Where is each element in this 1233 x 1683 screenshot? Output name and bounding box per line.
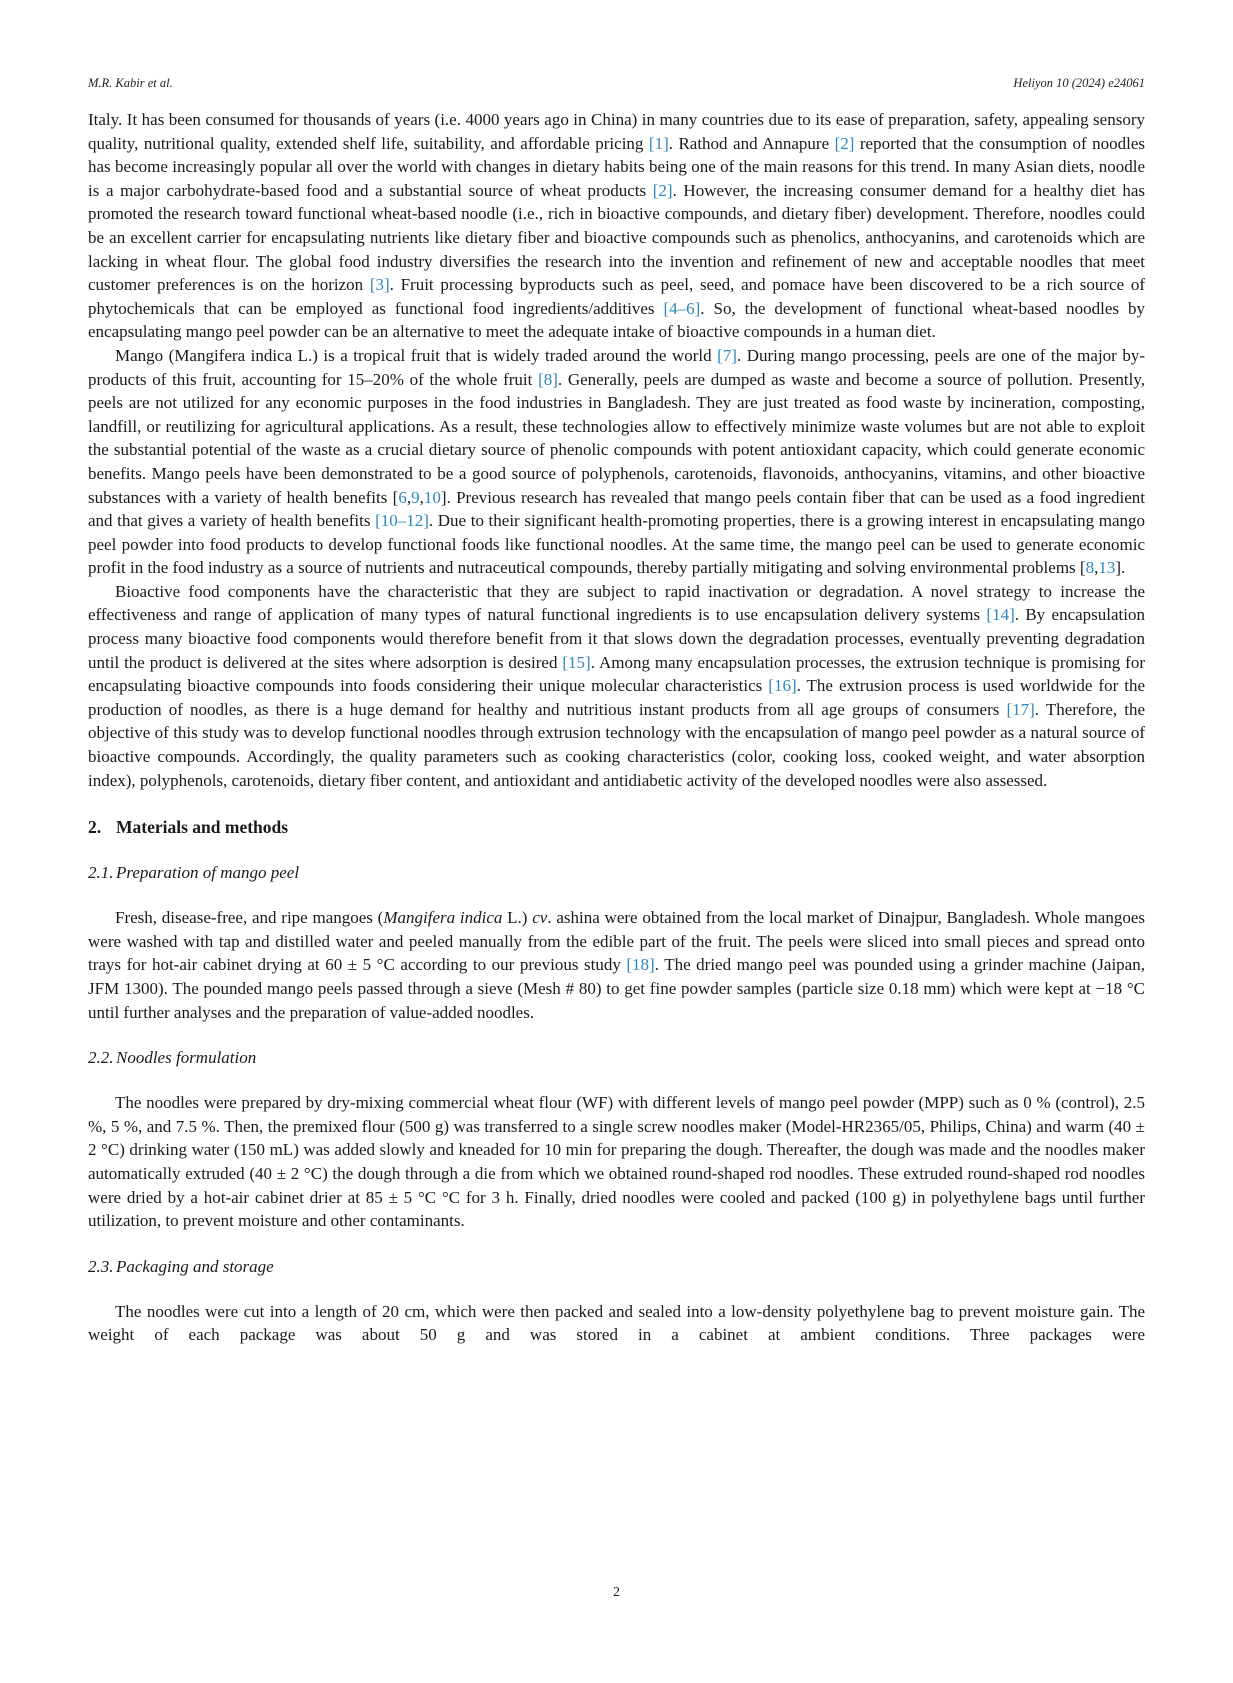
citation-link[interactable]: [3] (369, 275, 390, 295)
text-run: L.) (502, 908, 533, 928)
text-run: ]. Previous research has revealed that mango peels contain fiber that can be used as a food ingredient and that gives a variety of health benefits (88, 487, 1145, 531)
citation-link[interactable]: [15] (562, 652, 591, 672)
subsection-title: Packaging and storage (116, 1256, 274, 1276)
text-run: Italy. It has been consumed for thousands of years (i.e. 4000 years ago in China) in many countries due to its ease of preparation, safety, appealing sensory quality, nutritional quality, extended shelf life, suitability, and affordable pricing (88, 110, 1145, 153)
text-run: , (1094, 558, 1099, 578)
citation-link[interactable]: [7] (717, 345, 737, 365)
citation-link[interactable]: [2] (652, 180, 673, 200)
section-heading-materials-methods (88, 816, 1145, 839)
citation-link[interactable]: [10–12] (375, 511, 429, 531)
text-run: Mango (Mangifera indica L.) is a tropical fruit that is widely traded around the world (115, 345, 718, 365)
section-title: Materials and methods (116, 817, 289, 838)
text-run: . However, the increasing consumer demand for a healthy diet has promoted the research toward functional wheat-based noodle (i.e., rich in bioactive compounds, and dietary fiber) development. Therefore, noodles could be an excellent carrier for encapsulating nutrients like dietary fiber and bioactive compounds such as phenolics, anthocyanins, and carotenoids which are lacking in wheat flour. The global food industry diversifies the research into the invention and refinement of new and acceptable noodles that meet customer preferences is on the horizon (88, 180, 1145, 295)
text-run: . Generally, peels are dumped as waste and become a source of pollution. Presently, peels are not utilized for any economic purposes in the food industries in Bangladesh. They are just treated as food waste by incineration, composting, landfill, or reutilizing for agricultural applications. As a result, these technologies allow to effectively minimize waste volumes but are not able to exploit the substantial potential of the waste as a crucial dietary source of phenolic compounds with potent antioxidant capacity, which could generate economic benefits. Mango peels have been demonstrated to be a good source of polyphenols, carotenoids, flavonoids, anthocyanins, vitamins, and other bioactive substances with a variety of health benefits [ (88, 369, 1145, 507)
paragraph-formulation: The noodles were prepared by dry-mixing commercial wheat flour (WF) with different levels of mango peel powder (MPP) such as 0 % (control), 2.5 %, 5 %, and 7.5 %. Then, the premixed flour (500 g) was transferred to a single screw noodles maker (Model-HR2365/05, Philips, China) and warm (40 ± 2 °C) drinking water (150 mL) was added slowly and kneaded for 10 min for preparing the dough. Thereafter, the dough was made and the noodles maker automatically extruded (40 ± 2 °C) the dough through a die from which we obtained round-shaped rod noodles. These extruded round-shaped rod noodles were dried by a hot-air cabinet drier at 85 ± 5 °C °C for 3 h. Finally, dried noodles were cooled and packed (100 g) in polyethylene bags until further utilization, to prevent moisture and other contaminants. (88, 1093, 1145, 1231)
subsection-heading-formulation (88, 1046, 1145, 1069)
text-run: . Fruit processing byproducts such as peel, seed, and pomace have been discovered to be a rich source of phytochemicals that can be employed as functional food ingredients/additives (88, 275, 1145, 318)
running-header (88, 76, 1145, 91)
text-run: Fresh, disease-free, and ripe mangoes ( (115, 908, 384, 928)
text-run: . The dried mango peel was pounded using a grinder machine (Jaipan, JFM 1300). The pounded mango peels passed through a sieve (Mesh # 80) to get fine powder samples (particle size 0.18 mm) which were kept at −18 °C until further analyses and the preparation of value-added noodles. (88, 955, 1145, 1022)
subsection-title: Preparation of mango peel (116, 863, 300, 883)
paragraph-preparation (88, 906, 1145, 1024)
text-run: . Therefore, the objective of this study was to develop functional noodles through extrusion technology with the encapsulation of mango peel powder as a natural source of bioactive compounds. Accordingly, the quality parameters such as cooking characteristics (color, cooking loss, cooked weight, and water absorption index), polyphenols, carotenoids, dietary fiber content, and antioxidant and antidiabetic activity of the developed noodles were also assessed. (88, 699, 1145, 790)
subsection-number: 2.2. (88, 1048, 114, 1068)
citation-link[interactable]: [18] (626, 955, 655, 975)
text-run: . During mango processing, peels are one of the major by-products of this fruit, accounting for 15–20% of the whole fruit (88, 345, 1145, 389)
header-authors: M.R. Kabir et al. (88, 76, 173, 90)
paragraph-packaging: The noodles were cut into a length of 20 cm, which were then packed and sealed into a low-density polyethylene bag to prevent moisture gain. The weight of each package was about 50 g and was stored in a cabinet at ambient conditions. Three packages were (88, 1301, 1145, 1345)
citation-link[interactable]: 9 (411, 487, 420, 507)
citation-link[interactable]: 8 (1085, 558, 1095, 578)
citation-link[interactable]: 10 (423, 487, 441, 507)
citation-link[interactable]: [8] (538, 369, 558, 389)
page-number: 2 (613, 1585, 620, 1600)
text-run: ]. (1115, 558, 1126, 578)
intro-paragraph-mango (88, 344, 1145, 580)
page-body (88, 108, 1145, 1347)
section-number: 2. (88, 817, 102, 838)
text-run: Bioactive food components have the characteristic that they are subject to rapid inactivation or degradation. A novel strategy to increase the effectiveness and range of application of many types of natural functional ingredients is to use encapsulation delivery systems (88, 581, 1145, 625)
text-run: . By encapsulation process many bioactive food components would therefore benefit from it that slows down the degradation processes, eventually preventing degradation until the product is delivered at the sites where adsorption is desired (88, 605, 1145, 672)
text-run: , (406, 487, 412, 507)
text-run: . Among many encapsulation processes, the extrusion technique is promising for encapsulating bioactive compounds into foods considering their unique molecular characteristics (88, 652, 1146, 696)
text-run: . The extrusion process is used worldwide for the production of noodles, as there is a huge demand for healthy and nutritious instant products from all age groups of consumers (88, 676, 1146, 719)
text-run: . Due to their significant health-promoting properties, there is a growing interest in encapsulating mango peel powder into food products to develop functional foods like functional noodles. At the same time, the mango peel can be used to generate economic profit in the food industry as a source of nutrients and nutraceutical compounds, thereby partially mitigating and solving environmental problems [ (88, 511, 1145, 578)
intro-paragraph-bioactive (88, 580, 1145, 792)
text-run: . Rathod and Annapure (668, 133, 835, 153)
citation-link[interactable]: [14] (986, 605, 1015, 625)
citation-link[interactable]: [1] (648, 133, 669, 153)
species-name: Mangifera indica (383, 908, 503, 928)
citation-link[interactable]: [4–6] (663, 298, 701, 318)
citation-link[interactable]: [16] (768, 676, 797, 696)
subsection-heading-preparation (88, 861, 1145, 884)
citation-link[interactable]: [2] (834, 133, 855, 153)
subsection-number: 2.1. (88, 863, 114, 883)
subsection-number: 2.3. (88, 1256, 114, 1276)
intro-paragraph-continued (88, 108, 1145, 344)
text-run: . ashina were obtained from the local market of Dinajpur, Bangladesh. Whole mangoes were washed with tap and distilled water and peeled manually from the edible part of the fruit. The peels were sliced into small pieces and spread onto trays for hot-air cabinet drying at 60 ± 5 °C according to our previous study (88, 908, 1145, 975)
citation-link[interactable]: 13 (1098, 558, 1116, 578)
text-run: reported that the consumption of noodles has become increasingly popular all over the world with changes in dietary habits being one of the main reasons for this trend. In many Asian diets, noodle is a major carbohydrate-based food and a substantial source of wheat products (88, 133, 1145, 200)
header-journal-citation: Heliyon 10 (2024) e24061 (1013, 76, 1145, 90)
text-run: , (419, 487, 424, 507)
citation-link[interactable]: 6 (398, 487, 407, 507)
subsection-title: Noodles formulation (116, 1048, 257, 1068)
subsection-heading-packaging (88, 1255, 1145, 1278)
cultivar-abbrev: cv (532, 908, 548, 928)
text-run: . So, the development of functional wheat-based noodles by encapsulating mango peel powder can be an alternative to meet the adequate intake of bioactive compounds in a human diet. (88, 298, 1145, 342)
citation-link[interactable]: [17] (1006, 699, 1035, 719)
